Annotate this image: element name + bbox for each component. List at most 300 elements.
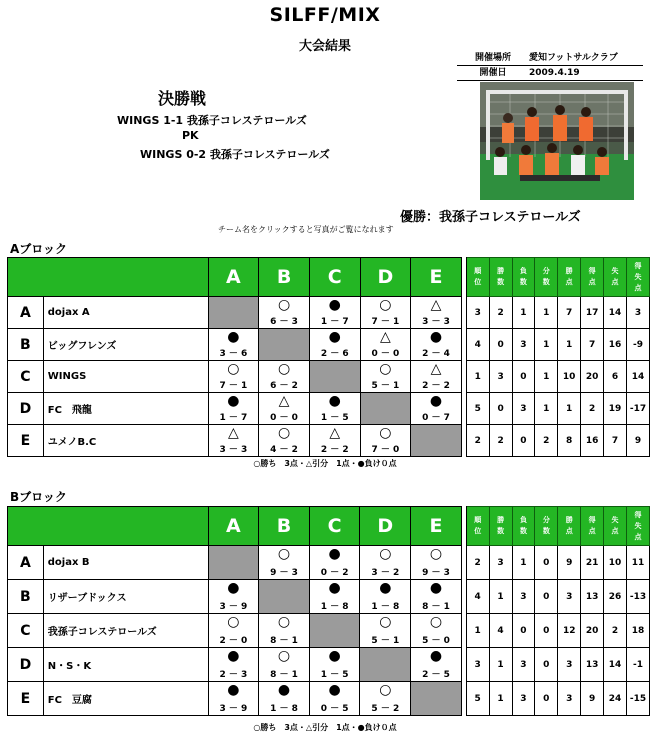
match-score: 2 － 2 [320,445,349,455]
stat-header-label: 得点 [588,516,596,535]
opponent-header: E [411,258,462,297]
stat-header-label: 勝点 [565,267,573,286]
table-row [8,361,650,393]
stat-cell: -13 [626,580,649,614]
match-score: 2 － 6 [320,349,349,359]
opponent-header: D [360,507,411,546]
match-result-cell [208,682,259,716]
stat-cell: 26 [604,580,627,614]
stat-header-label: 得失点 [634,261,642,292]
stat-cell: 0 [535,614,558,648]
stat-cell: 4 [466,580,489,614]
team-letter: A [8,297,44,329]
stat-cell: 9 [558,546,581,580]
stat-cell: 1 [535,297,558,329]
result-symbol: ● [429,393,443,409]
result-symbol: ○ [277,614,291,630]
stat-header-label: 順位 [474,267,482,286]
stat-cell: 2 [489,297,512,329]
stat-cell: 3 [466,648,489,682]
self-match-cell [259,580,310,614]
stat-header-label: 勝数 [497,516,505,535]
stat-cell: 2 [581,393,604,425]
self-match-cell [411,682,462,716]
match-result-cell [259,297,310,329]
stat-cell: 20 [581,614,604,648]
result-symbol: △ [430,361,442,377]
match-score: 7 － 1 [371,317,400,327]
match-score: 7 － 1 [219,381,248,391]
match-result-cell [360,297,411,329]
stat-cell: 8 [558,425,581,457]
match-score: 5 － 1 [371,381,400,391]
match-result-cell [259,682,310,716]
block-a-label: Aブロック [10,242,68,256]
result-symbol: ● [379,580,392,596]
stat-header [558,507,581,546]
team-name-link[interactable]: N・S・K [43,648,208,682]
result-symbol: ○ [227,614,240,630]
match-result-cell [411,648,462,682]
result-symbol: ● [429,329,443,345]
match-result-cell [360,425,411,457]
team-name-link[interactable]: dojax A [43,297,208,329]
match-score: 0 － 5 [320,704,349,714]
stat-cell: 3 [626,297,649,329]
stat-cell: 18 [626,614,649,648]
team-letter: B [8,580,44,614]
stat-cell: -17 [626,393,649,425]
date-label: 開催日 [479,68,507,78]
stat-cell: 2 [489,425,512,457]
team-name-link[interactable]: dojax B [43,546,208,580]
stat-cell: 1 [535,361,558,393]
stat-cell: 1 [489,580,512,614]
match-result-cell [411,393,462,425]
result-symbol: ○ [227,361,240,377]
match-score: 0 － 7 [422,413,450,423]
match-result-cell [259,614,310,648]
stat-cell: 7 [604,425,627,457]
table-row [8,329,650,361]
result-symbol: ● [429,648,443,664]
stat-cell: 3 [512,393,535,425]
stat-header-label: 失点 [611,267,619,286]
result-symbol: ● [328,648,341,664]
stat-cell: 9 [581,682,604,716]
result-symbol: ● [227,580,240,596]
stat-cell: 0 [512,425,535,457]
result-symbol: △ [228,425,239,441]
stat-cell: 2 [466,546,489,580]
stat-header [512,258,535,297]
self-match-cell [208,297,259,329]
opponent-header: B [259,507,310,546]
stat-cell: 16 [581,425,604,457]
match-score: 1 － 7 [320,317,349,327]
opponent-header: A [208,258,259,297]
match-score: 6 － 2 [270,381,298,391]
click-note: チーム名をクリックすると写真がご覧になれます [218,225,394,234]
stat-cell: 3 [512,329,535,361]
team-name-link[interactable]: 我孫子コレステロールズ [43,614,208,648]
stat-cell: 16 [604,329,627,361]
self-match-cell [259,329,310,361]
final-result-line: WINGS 1-1 我孫子コレステロールズ [117,114,307,127]
block-a-table [7,257,650,457]
opponent-header: C [309,507,360,546]
stat-cell: 2 [604,614,627,648]
match-result-cell [309,425,360,457]
final-pk-result: WINGS 0-2 我孫子コレステロールズ [140,148,330,161]
stat-cell: 4 [489,614,512,648]
stat-cell: -1 [626,648,649,682]
stat-header [604,258,627,297]
stat-cell: 3 [558,580,581,614]
match-result-cell [259,648,310,682]
stat-cell: 1 [512,297,535,329]
match-result-cell [411,329,462,361]
match-score: 1 － 7 [219,413,248,423]
match-score: 3 － 9 [219,704,248,714]
stat-cell: 7 [581,329,604,361]
result-symbol: ● [227,393,240,409]
match-result-cell [208,425,259,457]
match-score: 0 － 0 [270,413,298,423]
result-symbol: ● [328,297,341,313]
stat-header [581,258,604,297]
match-score: 3 － 3 [422,317,450,327]
team-name-link[interactable]: リザーブドックス [43,580,208,614]
result-symbol: ○ [379,361,392,377]
stat-cell: 0 [535,546,558,580]
result-symbol: ○ [277,546,291,562]
stat-header [466,258,489,297]
match-score: 2 － 0 [219,636,248,646]
date-value: 2009.4.19 [529,68,580,78]
table-row [8,546,650,580]
match-result-cell [309,580,360,614]
stat-header-label: 得点 [588,267,596,286]
stat-cell: 3 [558,648,581,682]
match-score: 0 － 0 [371,349,400,359]
stat-cell: 0 [489,393,512,425]
result-symbol: ○ [277,425,291,441]
stat-cell: 2 [535,425,558,457]
venue-value: 愛知フットサルクラブ [529,53,618,63]
team-name-link[interactable]: ビッグフレンズ [43,329,208,361]
stat-cell: 6 [604,361,627,393]
stat-cell: 21 [581,546,604,580]
match-result-cell [309,329,360,361]
legend: ○勝ち 3点・△引分 1点・●負け０点 [253,723,397,732]
stat-cell: 2 [466,425,489,457]
stat-cell: 5 [466,393,489,425]
result-symbol: ○ [379,614,392,630]
match-score: 8 － 1 [422,602,450,612]
result-symbol: ● [328,682,341,698]
stat-cell: -15 [626,682,649,716]
stat-cell: 1 [489,682,512,716]
match-result-cell [259,393,310,425]
match-score: 0 － 2 [320,568,349,578]
stat-cell: 4 [466,329,489,361]
match-score: 1 － 8 [371,602,400,612]
date-row [457,66,643,81]
stat-cell: 3 [558,682,581,716]
stat-header-label: 分数 [542,516,550,535]
stat-cell: 1 [535,393,558,425]
result-symbol: ○ [277,648,291,664]
stat-cell: 11 [626,546,649,580]
team-name-link[interactable]: WINGS [43,361,208,393]
table-row [8,614,650,648]
match-result-cell [411,361,462,393]
match-score: 2 － 2 [422,381,450,391]
table-header-row [8,507,650,546]
stat-cell: 14 [604,297,627,329]
stat-cell: 0 [535,682,558,716]
table-row [8,580,650,614]
header-blank-cell [8,258,209,297]
stat-cell: 1 [512,546,535,580]
match-result-cell [259,546,310,580]
result-symbol: ○ [379,297,392,313]
result-symbol: ● [277,682,291,698]
self-match-cell [360,393,411,425]
match-result-cell [208,580,259,614]
match-score: 3 － 3 [219,445,248,455]
stat-header [626,507,649,546]
match-score: 5 － 2 [371,704,400,714]
team-letter: A [8,546,44,580]
table-row [8,425,650,457]
match-score: 1 － 5 [320,670,349,680]
match-result-cell [309,393,360,425]
result-symbol: ● [429,580,443,596]
match-result-cell [360,329,411,361]
team-photo [480,82,634,200]
stat-cell: 19 [604,393,627,425]
stat-cell: 3 [512,648,535,682]
result-symbol: ○ [429,614,443,630]
result-symbol: ● [328,546,341,562]
result-symbol: ○ [429,546,443,562]
stat-header [489,507,512,546]
opponent-header: B [259,258,310,297]
stat-cell: 3 [489,361,512,393]
result-symbol: △ [379,329,391,345]
stat-cell: -9 [626,329,649,361]
result-symbol: ● [328,393,341,409]
team-letter: E [8,425,44,457]
stat-cell: 20 [581,361,604,393]
result-symbol: ○ [379,425,392,441]
match-result-cell [360,580,411,614]
opponent-header: E [411,507,462,546]
team-letter: E [8,682,44,716]
stat-cell: 10 [558,361,581,393]
result-symbol: ● [227,648,240,664]
stat-cell: 3 [512,682,535,716]
match-result-cell [309,546,360,580]
match-result-cell [309,682,360,716]
result-symbol: △ [329,425,341,441]
result-symbol: ● [227,682,240,698]
match-result-cell [360,682,411,716]
stat-header [489,258,512,297]
match-result-cell [411,580,462,614]
stat-header-label: 勝点 [565,516,573,535]
stat-header [466,507,489,546]
page-title: SILFF/MIX [269,4,381,26]
team-letter: D [8,648,44,682]
result-symbol: ○ [277,297,291,313]
table-header-row [8,258,650,297]
match-score: 8 － 1 [270,636,298,646]
stat-cell: 1 [489,648,512,682]
result-symbol: △ [278,393,290,409]
match-score: 9 － 3 [422,568,450,578]
result-symbol: ○ [379,546,392,562]
match-result-cell [411,546,462,580]
match-score: 2 － 5 [422,670,450,680]
stat-header [535,258,558,297]
result-symbol: △ [430,297,442,313]
result-symbol: ● [328,580,341,596]
block-b-label: Bブロック [10,490,67,504]
opponent-header: D [360,258,411,297]
stat-header-label: 勝数 [497,267,505,286]
stat-cell: 1 [558,329,581,361]
match-score: 1 － 5 [320,413,349,423]
venue-label: 開催場所 [474,53,511,63]
self-match-cell [411,425,462,457]
match-result-cell [259,361,310,393]
match-score: 3 － 2 [371,568,400,578]
stat-cell: 10 [604,546,627,580]
team-letter: C [8,361,44,393]
match-result-cell [360,546,411,580]
team-letter: D [8,393,44,425]
legend: ○勝ち 3点・△引分 1点・●負け０点 [253,459,397,468]
stat-cell: 0 [512,361,535,393]
team-name-link[interactable]: FC 飛龍 [43,393,208,425]
match-result-cell [309,297,360,329]
match-score: 9 － 3 [270,568,298,578]
stat-cell: 3 [512,580,535,614]
team-letter: B [8,329,44,361]
result-symbol: ○ [379,682,392,698]
final-pk-label: PK [182,129,199,142]
table-row [8,682,650,716]
stat-header [581,507,604,546]
self-match-cell [360,648,411,682]
stat-header-label: 順位 [474,516,482,535]
stat-cell: 13 [581,580,604,614]
match-score: 1 － 8 [270,704,298,714]
block-b-table [7,506,650,716]
stat-cell: 7 [558,297,581,329]
match-result-cell [411,614,462,648]
match-score: 8 － 1 [270,670,298,680]
match-score: 5 － 0 [422,636,450,646]
stat-cell: 1 [558,393,581,425]
header-blank-cell [8,507,209,546]
stat-cell: 13 [581,648,604,682]
team-name-link[interactable]: ユメノB.C [43,425,208,457]
venue-info [457,51,643,81]
stat-header-label: 負数 [519,516,527,535]
self-match-cell [309,361,360,393]
page-subtitle: 大会結果 [298,39,351,54]
team-name-link[interactable]: FC 豆腐 [43,682,208,716]
table-row [8,393,650,425]
stat-cell: 3 [489,546,512,580]
stat-header-label: 得失点 [634,510,642,541]
match-score: 3 － 9 [219,602,248,612]
match-result-cell [208,329,259,361]
stat-header-label: 負数 [519,267,527,286]
match-score: 6 － 3 [270,317,298,327]
match-score: 2 － 4 [422,349,450,359]
opponent-header: C [309,258,360,297]
stat-header [558,258,581,297]
stat-header [626,258,649,297]
stat-cell: 3 [466,297,489,329]
match-score: 5 － 1 [371,636,400,646]
result-symbol: ● [328,329,341,345]
match-score: 7 － 0 [371,445,400,455]
stat-cell: 14 [626,361,649,393]
stat-cell: 24 [604,682,627,716]
opponent-header: A [208,507,259,546]
stat-cell: 17 [581,297,604,329]
stat-cell: 0 [512,614,535,648]
match-result-cell [208,361,259,393]
final-heading: 決勝戦 [158,89,207,108]
match-result-cell [411,297,462,329]
match-result-cell [360,361,411,393]
stat-cell: 0 [535,648,558,682]
team-letter: C [8,614,44,648]
match-result-cell [309,648,360,682]
match-score: 4 － 2 [270,445,298,455]
result-symbol: ○ [277,361,291,377]
stat-header [512,507,535,546]
match-score: 3 － 6 [219,349,248,359]
stat-cell: 0 [535,580,558,614]
match-result-cell [259,425,310,457]
stat-header-label: 失点 [611,516,619,535]
self-match-cell [208,546,259,580]
stat-cell: 12 [558,614,581,648]
match-result-cell [208,614,259,648]
stat-header-label: 分数 [542,267,550,286]
match-result-cell [208,648,259,682]
result-symbol: ● [227,329,240,345]
match-result-cell [208,393,259,425]
stat-cell: 1 [466,614,489,648]
stat-header [535,507,558,546]
stat-cell: 14 [604,648,627,682]
stat-cell: 1 [535,329,558,361]
winner-text: 優勝：我孫子コレステロールズ [400,210,581,225]
match-result-cell [360,614,411,648]
match-score: 1 － 8 [320,602,349,612]
self-match-cell [309,614,360,648]
match-score: 2 － 3 [219,670,248,680]
